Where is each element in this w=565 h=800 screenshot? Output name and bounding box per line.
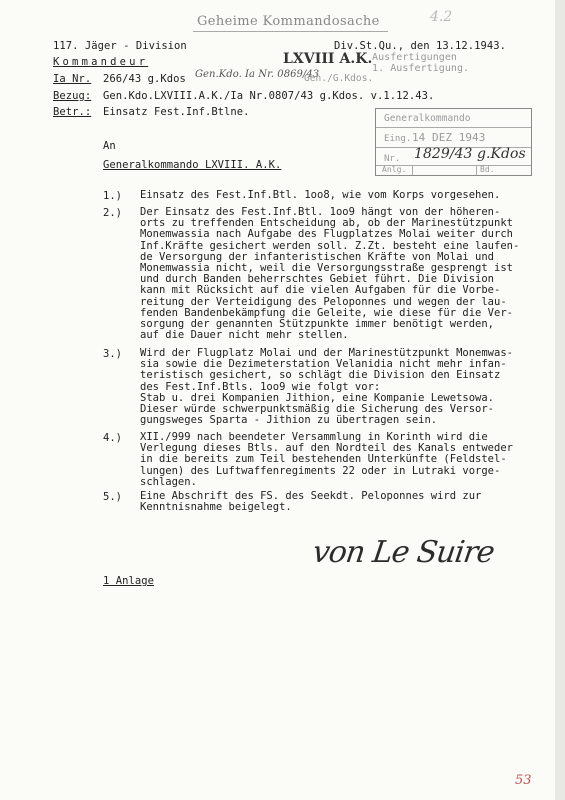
- ia-number: 266/43 g.Kdos: [103, 73, 186, 85]
- item-line: des Fest.Inf.Btls. 1oo9 wie folgt vor:: [140, 380, 381, 393]
- stamp-underline: [193, 31, 388, 32]
- item-line: sorgung der genannten Stützpunkte immer benötigt werden,: [140, 318, 495, 330]
- kommandeur-label: Kommandeur: [53, 56, 149, 68]
- receipt-bd-label: Bd.: [480, 165, 495, 174]
- item-line: XII./999 nach beendeter Versammlung in Korinth wird die: [140, 431, 488, 443]
- receipt-anlg-label: Anlg.: [382, 165, 407, 174]
- receipt-stamp: [375, 108, 532, 176]
- item-number: 5.): [103, 491, 122, 503]
- item-line: Monemwassia nach Aufgabe des Flugplatzes Molai weiter durch: [140, 228, 513, 241]
- item-line: gungsweges Sparta - Jithion zu übertragen sein.: [140, 414, 438, 427]
- copies-line-1: Ausfertigungen: [372, 52, 457, 63]
- betr-value: Einsatz Fest.Inf.Btlne.: [103, 106, 250, 118]
- item-line: reitung der Verteidigung des Peloponnes und wegen der lau-: [140, 295, 507, 308]
- corps-stamp: LXVIII A.K.: [283, 51, 373, 67]
- item-line: teristisch gesichert, so schlägt die Division den Einsatz: [140, 369, 501, 382]
- ia-handwritten-stamp: Gen.Kdo. Ia Nr. 0869/43: [195, 69, 320, 80]
- item-line: kann mit Rücksicht auf die vielen Aufgaben für die Vorbe-: [140, 284, 501, 297]
- item-line: Der Einsatz des Fest.Inf.Btl. 1oo9 hängt von der höheren-: [140, 206, 501, 218]
- attachment-note: 1 Anlage: [103, 575, 154, 587]
- receipt-date: 14 DEZ 1943: [412, 131, 486, 144]
- division-name: 117. Jäger - Division: [53, 40, 187, 52]
- item-number: 4.): [103, 432, 122, 444]
- item-line: und durch Banden beherrschtes Gebiet führt. Die Division: [140, 273, 495, 286]
- receipt-title: Generalkommando: [384, 113, 471, 124]
- item-line: Dieser würde schwerpunktsmäßig die Sicherung des Versor-: [140, 403, 495, 415]
- item-line: Eine Abschrift des FS. des Seekdt. Peloponnes wird zur: [140, 490, 482, 502]
- recipient-name: Generalkommando LXVIII. A.K.: [103, 159, 282, 171]
- item-line: auf die Dauer nicht mehr stellen.: [140, 329, 349, 342]
- bezug-value: Gen.Kdo.LXVIII.A.K./Ia Nr.0807/43 g.Kdos. v.1.12.43.: [103, 90, 435, 102]
- item-number: 2.): [103, 207, 122, 219]
- item-line: schlagen.: [140, 475, 197, 488]
- corner-handwritten-note: 4.2: [430, 9, 453, 25]
- betr-label: Betr.:: [53, 106, 92, 118]
- item-line: in die bereits zum Teil bestehenden Unterkünfte (Feldstel-: [140, 453, 507, 466]
- item-line: lungen) des Luftwaffenregiments 22 oder in Lutraki vorge-: [140, 464, 501, 477]
- item-number: 3.): [103, 348, 122, 360]
- item-line: Verlegung dieses Btls. auf den Nordteil des Kanals entweder: [140, 442, 513, 455]
- item-line: Wird der Flugplatz Molai und der Marinestützpunkt Monemwas-: [140, 347, 513, 359]
- page-number: 53: [515, 773, 532, 788]
- ia-label: Ia Nr.: [53, 73, 92, 85]
- item-line: sia sowie die Dezimeterstation Velanidia nicht mehr infan-: [140, 358, 507, 371]
- copies-line-2: 1. Ausfertigung.: [372, 63, 470, 74]
- item-line: Inf.Kräfte gesichert werden soll. Z.Zt. besteht eine laufen-: [140, 239, 520, 252]
- item-line: Stab u. drei Kompanien Jithion, eine Kompanie Lewetsowa.: [140, 391, 495, 404]
- item-line: orts zu treffenden Entscheidung ab, ob der Marinestützpunkt: [140, 217, 513, 230]
- page-edge-shadow: [555, 0, 565, 800]
- item-line: Monemwassia nicht, weil die Versorgungsstraße gesprengt ist: [140, 262, 513, 274]
- bezug-label: Bezug:: [53, 90, 92, 102]
- signature: von Le Suire: [310, 535, 497, 570]
- receipt-number: 1829/43 g.Kdos: [414, 146, 526, 162]
- recipient-an: An: [103, 140, 116, 152]
- item-number: 1.): [103, 190, 122, 202]
- item-line: Einsatz des Fest.Inf.Btl. 1oo8, wie vom Korps vorgesehen.: [140, 189, 501, 201]
- geh-stamp: Geh./G.Kdos.: [304, 73, 374, 84]
- item-line: de Versorgung der infanteristischen Kräfte von Molai und: [140, 250, 495, 263]
- secret-stamp: Geheime Kommandosache: [197, 14, 380, 29]
- item-line: Kenntnisnahme beigelegt.: [140, 501, 292, 514]
- item-line: fenden Bandenbekämpfung die Geleite, wie diese für die Ver-: [140, 306, 513, 319]
- receipt-eing-label: Eing.: [384, 134, 412, 144]
- receipt-nr-label: Nr.: [384, 154, 401, 164]
- location-date: Div.St.Qu., den 13.12.1943.: [334, 40, 507, 52]
